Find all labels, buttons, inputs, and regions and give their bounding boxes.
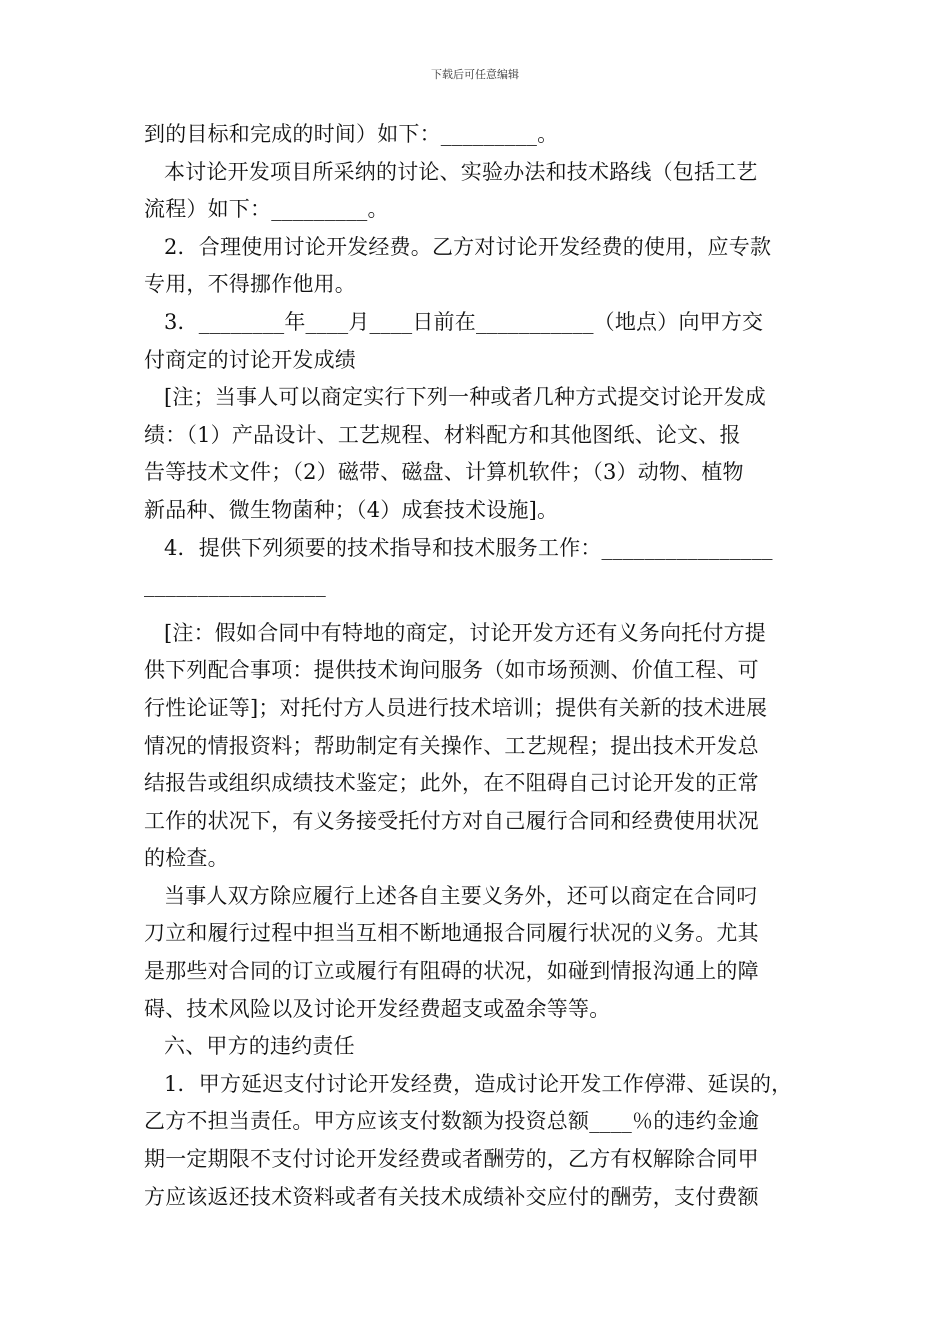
text-line: 绩：（1）产品设计、工艺规程、材料配方和其他图纸、论文、报	[144, 422, 741, 447]
text-line: 专用，不得挪作他用。	[144, 272, 356, 297]
page-header: 下载后可任意编辑	[431, 68, 519, 81]
text-line: [注；当事人可以商定实行下列一种或者几种方式提交讨论开发成	[164, 385, 766, 410]
text-line: 本讨论开发项目所采纳的讨论、实验办法和技术路线（包括工艺	[164, 159, 758, 184]
text-line: 方应该返还技术资料或者有关技术成绩补交应付的酬劳，支付费额	[144, 1184, 759, 1209]
text-line: 付商定的讨论开发成绩	[144, 347, 356, 372]
text-line: 结报告或组织成绩技术鉴定；此外，在不阻碍自己讨论开发的正常	[144, 771, 759, 796]
text-line: _________________	[144, 573, 326, 598]
text-line: 1．甲方延迟支付讨论开发经费，造成讨论开发工作停滞、延误的，	[164, 1071, 793, 1096]
text-line: 2．合理使用讨论开发经费。乙方对讨论开发经费的使用，应专款	[164, 234, 772, 259]
text-line: 情况的情报资料；帮助制定有关操作、工艺规程；提出技术开发总	[144, 733, 759, 758]
text-line: 行性论证等]；对托付方人员进行技术培训；提供有关新的技术进展	[144, 695, 768, 720]
text-line: 到的目标和完成的时间）如下：_________。	[144, 122, 559, 146]
text-line: 乙方不担当责任。甲方应该支付数额为投资总额____％的违约金逾	[144, 1109, 760, 1134]
document-body	[144, 116, 808, 1216]
text-line: 告等技术文件；（2）磁带、磁盘、计算机软件；（3）动物、植物	[144, 460, 744, 485]
section-heading: 六、甲方的违约责任	[164, 1034, 355, 1059]
text-line: 刀立和履行过程中担当互相不断地通报合同履行状况的义务。尤其	[144, 921, 759, 946]
text-line: 的检查。	[144, 846, 229, 871]
text-line: [注：假如合同中有特地的商定，讨论开发方还有义务向托付方提	[164, 620, 766, 645]
text-line: 新品种、微生物菌种；（4）成套技术设施]。	[144, 497, 559, 522]
text-line: 工作的状况下，有义务接受托付方对自己履行合同和经费使用状况	[144, 808, 759, 833]
text-line: 供下列配合事项：提供技术询问服务（如市场预测、价值工程、可	[144, 658, 759, 683]
text-line: 4．提供下列须要的技术指导和技术服务工作：________________	[164, 535, 773, 560]
text-line: 碍、技术风险以及讨论开发经费超支或盈余等等。	[144, 996, 611, 1021]
text-line: 期一定期限不支付讨论开发经费或者酬劳的，乙方有权解除合同甲	[144, 1147, 759, 1172]
text-line: 流程）如下：_________。	[144, 197, 389, 222]
text-line: 是那些对合同的订立或履行有阻碍的状况，如碰到情报沟通上的障	[144, 959, 759, 984]
text-line: 3．________年____月____日前在___________（地点）向甲方交	[164, 309, 764, 334]
text-line: 当事人双方除应履行上述各自主要义务外，还可以商定在合同叼	[164, 883, 758, 908]
